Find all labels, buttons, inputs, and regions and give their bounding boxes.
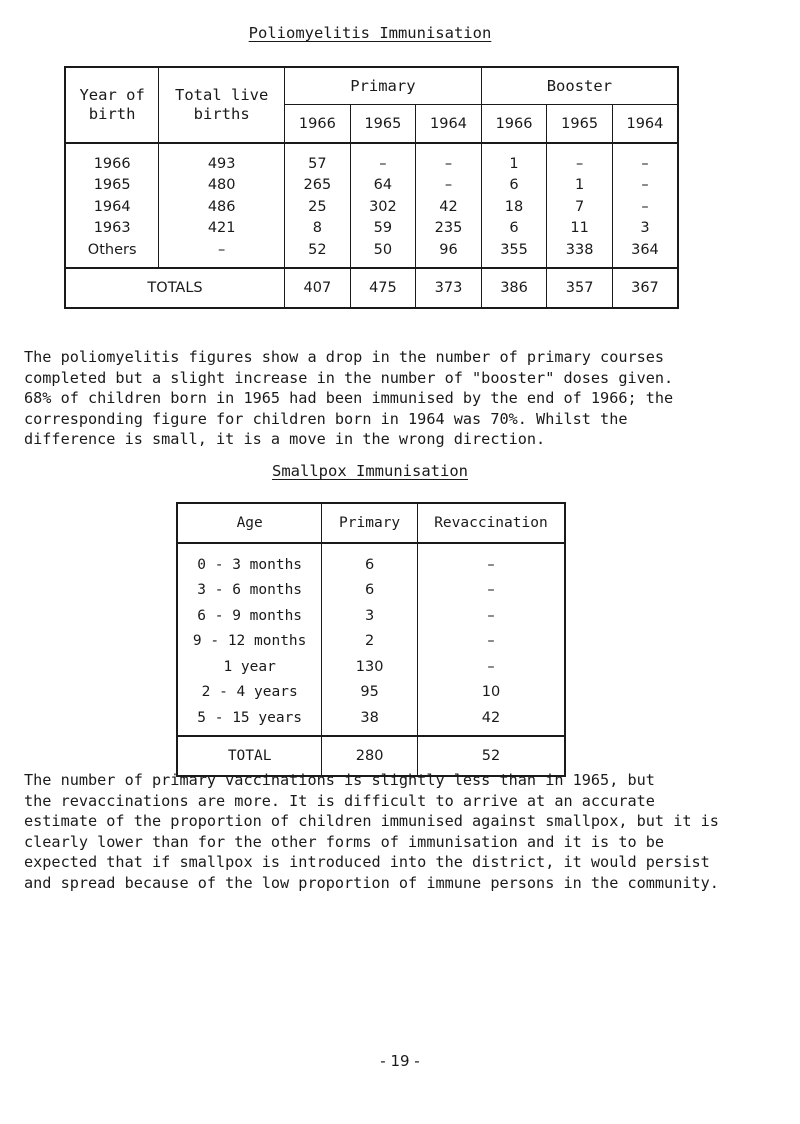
table-row: [65, 175, 678, 197]
cell-births: 493: [159, 143, 285, 175]
cell-value: 8: [285, 218, 351, 240]
cell-year: Others: [65, 239, 159, 268]
smallpox-title: Smallpox Immunisation: [272, 462, 468, 480]
cell-total: 373: [416, 268, 482, 308]
table-row: [177, 629, 565, 655]
table-row: [177, 705, 565, 736]
cell-value: 6: [322, 543, 418, 578]
cell-age: 9 - 12 months: [177, 629, 322, 655]
cell-value: –: [416, 175, 482, 197]
cell-value: 59: [350, 218, 416, 240]
cell-value: 235: [416, 218, 482, 240]
cell-births: 480: [159, 175, 285, 197]
cell-value: –: [487, 633, 495, 650]
cell-value: 6: [481, 175, 547, 197]
cell-age: 5 - 15 years: [177, 705, 322, 736]
cell-value: 1: [481, 143, 547, 175]
cell-age: 1 year: [177, 654, 322, 680]
cell-value: 38: [322, 705, 418, 736]
table-row: [177, 578, 565, 604]
cell-value: –: [487, 658, 495, 675]
totals-label: TOTAL: [177, 736, 322, 776]
cell-value: –: [487, 582, 495, 599]
cell-age: 6 - 9 months: [177, 603, 322, 629]
cell-value: 1: [547, 175, 613, 197]
cell-value: –: [641, 177, 649, 194]
cell-value: 57: [285, 143, 351, 175]
cell-births: 486: [159, 196, 285, 218]
table-row: [65, 196, 678, 218]
cell-total: 407: [285, 268, 351, 308]
header-booster: Booster: [546, 77, 613, 95]
cell-value: –: [416, 143, 482, 175]
table-row: [65, 218, 678, 240]
cell-value: 42: [481, 709, 501, 726]
cell-total: 357: [547, 268, 613, 308]
cell-value: –: [641, 198, 649, 215]
cell-value: 25: [285, 196, 351, 218]
cell-value: 302: [350, 196, 416, 218]
header-year-of-birth: Year of birth: [65, 67, 159, 143]
smallpox-table: [176, 502, 566, 777]
cell-value: 7: [547, 196, 613, 218]
cell-value: 265: [285, 175, 351, 197]
cell-births: –: [159, 239, 285, 268]
cell-age: 2 - 4 years: [177, 680, 322, 706]
cell-total: 280: [322, 736, 418, 776]
smallpox-commentary: The number of primary vaccinations is slightly less than in 1965, but the revaccinations are more. It is difficult to arrive at an accurate estimate of the proportion of children immunised against smallpox, but it is clearly lower than for the other forms of immunisation and it is to be expected that if smallpox is introduced into the district, it would persist and spread because of the low proportion of immune persons in the community.: [24, 771, 719, 892]
header-booster-year: 1965: [547, 105, 613, 144]
cell-total: 52: [481, 747, 501, 764]
cell-value: 364: [631, 241, 659, 258]
cell-value: 64: [350, 175, 416, 197]
cell-value: 18: [481, 196, 547, 218]
cell-year: 1965: [65, 175, 159, 197]
header-booster-year: 1964: [612, 105, 678, 144]
header-booster-year: 1966: [481, 105, 547, 144]
cell-value: 6: [322, 578, 418, 604]
table-row: [177, 603, 565, 629]
polio-table: [64, 66, 679, 309]
cell-age: 0 - 3 months: [177, 543, 322, 578]
cell-value: 10: [481, 684, 501, 701]
table-row: [177, 654, 565, 680]
polio-title: Poliomyelitis Immunisation: [248, 24, 492, 42]
cell-value: –: [641, 155, 649, 172]
cell-value: 52: [285, 239, 351, 268]
page-number: - 19 -: [380, 1052, 420, 1070]
cell-value: 2: [322, 629, 418, 655]
cell-year: 1963: [65, 218, 159, 240]
cell-year: 1966: [65, 143, 159, 175]
cell-value: 3: [640, 220, 650, 237]
table-row: [177, 543, 565, 578]
header-primary-year: 1965: [350, 105, 416, 144]
cell-value: 95: [322, 680, 418, 706]
cell-value: –: [487, 556, 495, 573]
cell-value: 3: [322, 603, 418, 629]
cell-births: 421: [159, 218, 285, 240]
cell-value: –: [487, 607, 495, 624]
totals-label: TOTALS: [65, 268, 285, 308]
cell-value: 42: [416, 196, 482, 218]
table-row: [65, 143, 678, 175]
totals-row: [65, 268, 678, 308]
cell-value: 355: [481, 239, 547, 268]
cell-total: 386: [481, 268, 547, 308]
cell-total: 367: [631, 279, 659, 296]
cell-age: 3 - 6 months: [177, 578, 322, 604]
cell-value: 50: [350, 239, 416, 268]
cell-year: 1964: [65, 196, 159, 218]
cell-value: –: [547, 143, 613, 175]
header-total-live-births: Total live births: [159, 67, 285, 143]
header-revaccination: Revaccination: [434, 515, 548, 531]
header-primary: Primary: [322, 503, 418, 543]
header-primary-year: 1964: [416, 105, 482, 144]
cell-value: –: [350, 143, 416, 175]
cell-value: 130: [322, 654, 418, 680]
cell-value: 338: [547, 239, 613, 268]
table-row: [65, 239, 678, 268]
header-primary-year: 1966: [285, 105, 351, 144]
header-primary: Primary: [285, 67, 482, 105]
polio-commentary: The poliomyelitis figures show a drop in the number of primary courses completed but a slight increase in the number of "booster" doses given. 68% of children born in 1965 had been immunised by the end of 1966; the corresponding figure for children born in 1964 was 70%. Whilst the difference is small, it is a move in the wrong direction.: [24, 348, 674, 448]
cell-value: 11: [547, 218, 613, 240]
cell-value: 6: [481, 218, 547, 240]
header-age: Age: [177, 503, 322, 543]
cell-total: 475: [350, 268, 416, 308]
table-row: [177, 680, 565, 706]
cell-value: 96: [416, 239, 482, 268]
